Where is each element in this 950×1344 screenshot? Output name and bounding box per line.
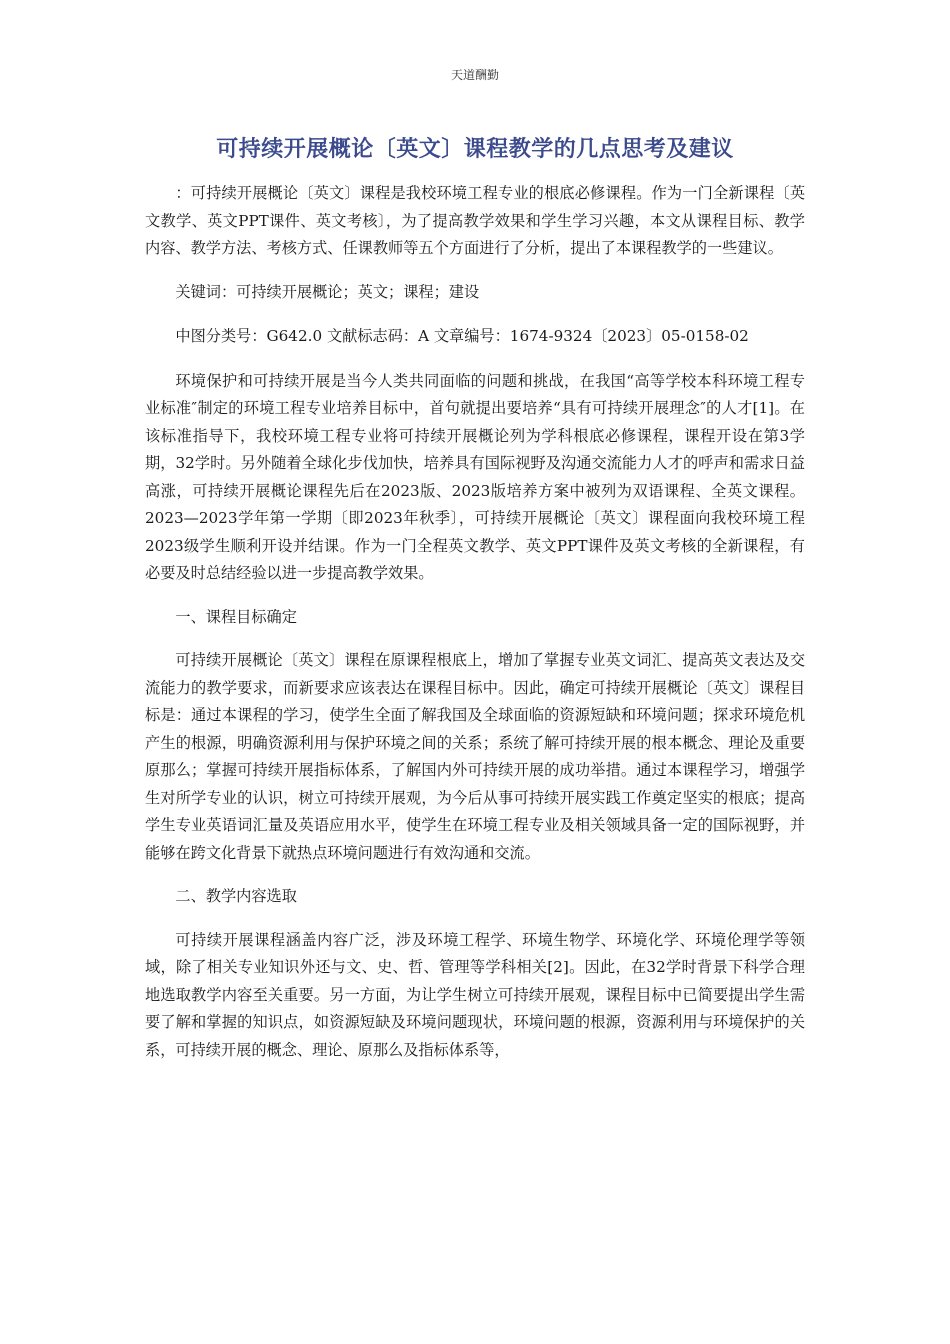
- abstract-paragraph: ：可持续开展概论〔英文〕课程是我校环境工程专业的根底必修课程。作为一门全新课程〔英文教学、英文PPT课件、英文考核〕，为了提高教学效果和学生学习兴趣，本文从课程目标、教学内容、教学方法、考核方式、任课教师等五个方面进行了分析，提出了本课程教学的一些建议。: [145, 184, 805, 257]
- keywords-line: 关键词：可持续开展概论；英文；课程；建设: [175, 282, 480, 301]
- section-2-paragraph: 可持续开展课程涵盖内容广泛，涉及环境工程学、环境生物学、环境化学、环境伦理学等领域，除了相关专业知识外还与文、史、哲、管理等学科相关[2]。因此，在32学时背景下科学合理地选取教学内容至关重要。另一方面，为让学生树立可持续开展观，课程目标中已简要提出学生需要了解和掌握的知识点，如资源短缺及环境问题现状，环境问题的根源，资源利用与环境保护的关系，可持续开展的概念、理论、原那么及指标体系等，: [145, 930, 805, 1059]
- section-1-heading: 一、课程目标确定: [175, 607, 297, 626]
- intro-paragraph: 环境保护和可持续开展是当今人类共同面临的问题和挑战，在我国“高等学校本科环境工程专业标准″制定的环境工程专业培养目标中，首句就提出要培养“具有可持续开展理念″的人才[1]。在该标准指导下，我校环境工程专业将可持续开展概论列为学科根底必修课程，课程开设在第3学期，32学时。另外随着全球化步伐加快，培养具有国际视野及沟通交流能力人才的呼声和需求日益高涨，可持续开展概论课程先后在2023版、2023版培养方案中被列为双语课程、全英文课程。2023—2023学年第一学期〔即2023年秋季〕，可持续开展概论〔英文〕课程面向我校环境工程2023级学生顺利开设并结课。作为一门全程英文教学、英文PPT课件及英文考核的全新课程，有必要及时总结经验以进一步提高教学效果。: [145, 371, 805, 582]
- section-2-heading: 二、教学内容选取: [175, 887, 297, 905]
- article-body: [145, 180, 805, 1080]
- classification-line: 中图分类号：G642.0 文献标志码：A 文章编号：1674-9324〔2023〕05-0158-02: [175, 327, 749, 345]
- section-1-paragraph: 可持续开展概论〔英文〕课程在原课程根底上，增加了掌握专业英文词汇、提高英文表达及交流能力的教学要求，而新要求应该表达在课程目标中。因此，确定可持续开展概论〔英文〕课程目标是：通过本课程的学习，使学生全面了解我国及全球面临的资源短缺和环境问题；探求环境危机产生的根源，明确资源利用与保护环境之间的关系；系统了解可持续开展的根本概念、理论及重要原那么；掌握可持续开展指标体系，了解国内外可持续开展的成功举措。通过本课程学习，增强学生对所学专业的认识，树立可持续开展观，为今后从事可持续开展实践工作奠定坚实的根底；提高学生专业英语词汇量及英语应用水平，使学生在环境工程专业及相关领域具备一定的国际视野，并能够在跨文化背景下就热点环境问题进行有效沟通和交流。: [145, 651, 805, 862]
- page-header: 天道酬勤: [450, 68, 499, 82]
- article-title: 可持续开展概论〔英文〕课程教学的几点思考及建议: [216, 137, 734, 162]
